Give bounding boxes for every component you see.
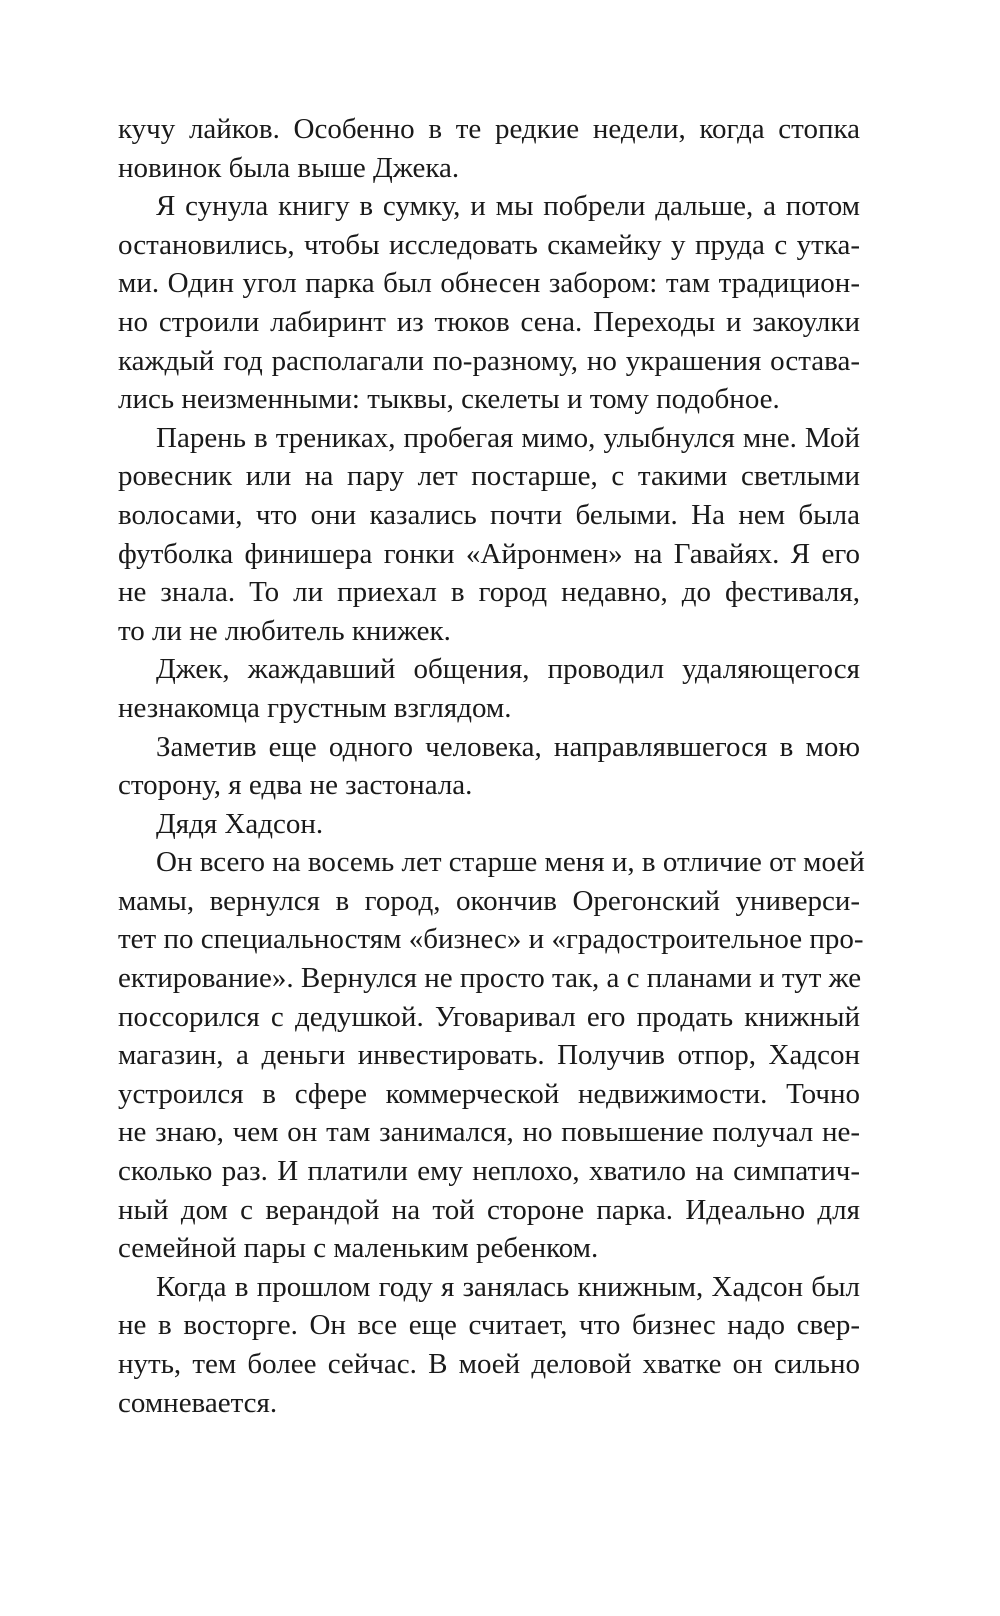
text-line: каждый год располагали по-разному, но украшения остава- xyxy=(118,344,860,377)
text-line: футболка финишера гонки «Айронмен» на Гавайях. Я его xyxy=(118,537,860,570)
text-line: не в восторге. Он все еще считает, что бизнес надо свер- xyxy=(118,1309,860,1342)
text-line: мамы, вернулся в город, окончив Орегонский универси- xyxy=(118,884,860,917)
paragraph xyxy=(118,805,860,844)
paragraph xyxy=(118,650,860,727)
text-line: поссорился с дедушкой. Уговаривал его продать книжный xyxy=(118,1000,860,1033)
text-line: сторону, я едва не застонала. xyxy=(118,769,473,802)
text-line: волосами, что они казались почти белыми. На нем была xyxy=(118,498,860,531)
text-line: лись неизменными: тыквы, скелеты и тому подобное. xyxy=(118,383,780,416)
paragraph xyxy=(118,419,860,651)
paragraph xyxy=(118,1268,860,1422)
text-line: но строили лабиринт из тюков сена. Переходы и закоулки xyxy=(118,305,860,338)
text-line: нуть, тем более сейчас. В моей деловой хватке он сильно xyxy=(118,1348,860,1380)
text-line: Он всего на восемь лет старше меня и, в отличие от моей xyxy=(156,846,865,879)
text-line: незнакомца грустным взглядом. xyxy=(118,691,512,724)
text-line: магазин, а деньги инвестировать. Получив отпор, Хадсон xyxy=(118,1039,860,1072)
book-page xyxy=(118,110,865,1422)
text-line: ми. Один угол парка был обнесен забором: там традицион- xyxy=(118,267,860,300)
text-line: Когда в прошлом году я занялась книжным, Хадсон был xyxy=(156,1270,860,1303)
text-line: Дядя Хадсон. xyxy=(156,807,324,840)
text-line: Джек, жаждавший общения, проводил удаляющегося xyxy=(156,653,860,686)
text-line: устроился в сфере коммерческой недвижимости. Точно xyxy=(118,1077,860,1110)
text-line: остановились, чтобы исследовать скамейку у пруда с утка- xyxy=(118,228,860,261)
text-line: семейной пары с маленьким ребенком. xyxy=(118,1232,599,1265)
paragraph xyxy=(118,728,860,805)
text-line: тет по специальностям «бизнес» и «градостроительное про- xyxy=(118,923,864,956)
paragraph xyxy=(118,843,865,1268)
text-line: сомневается. xyxy=(118,1386,278,1419)
paragraph xyxy=(118,187,860,419)
text-line: кучу лайков. Особенно в те редкие недели, когда стопка xyxy=(118,113,860,145)
text-line: сколько раз. И платили ему неплохо, хватило на симпатич- xyxy=(118,1155,860,1188)
text-line: ный дом с верандой на той стороне парка. Идеально для xyxy=(118,1193,860,1226)
text-line: не знала. То ли приехал в город недавно, до фестиваля, xyxy=(118,576,860,609)
text-line: то ли не любитель книжек. xyxy=(118,614,451,647)
paragraph xyxy=(118,110,860,187)
text-line: ектирование». Вернулся не просто так, а с планами и тут же xyxy=(118,962,862,995)
text-line: Заметив еще одного человека, направлявшегося в мою xyxy=(156,730,860,763)
text-line: ровесник или на пару лет постарше, с такими светлыми xyxy=(118,460,860,493)
text-line: Парень в трениках, пробегая мимо, улыбнулся мне. Мой xyxy=(156,421,860,454)
text-line: Я сунула книгу в сумку, и мы побрели дальше, а потом xyxy=(156,190,860,223)
text-line: новинок была выше Джека. xyxy=(118,151,460,184)
text-line: не знаю, чем он там занимался, но повышение получал не- xyxy=(118,1116,860,1149)
